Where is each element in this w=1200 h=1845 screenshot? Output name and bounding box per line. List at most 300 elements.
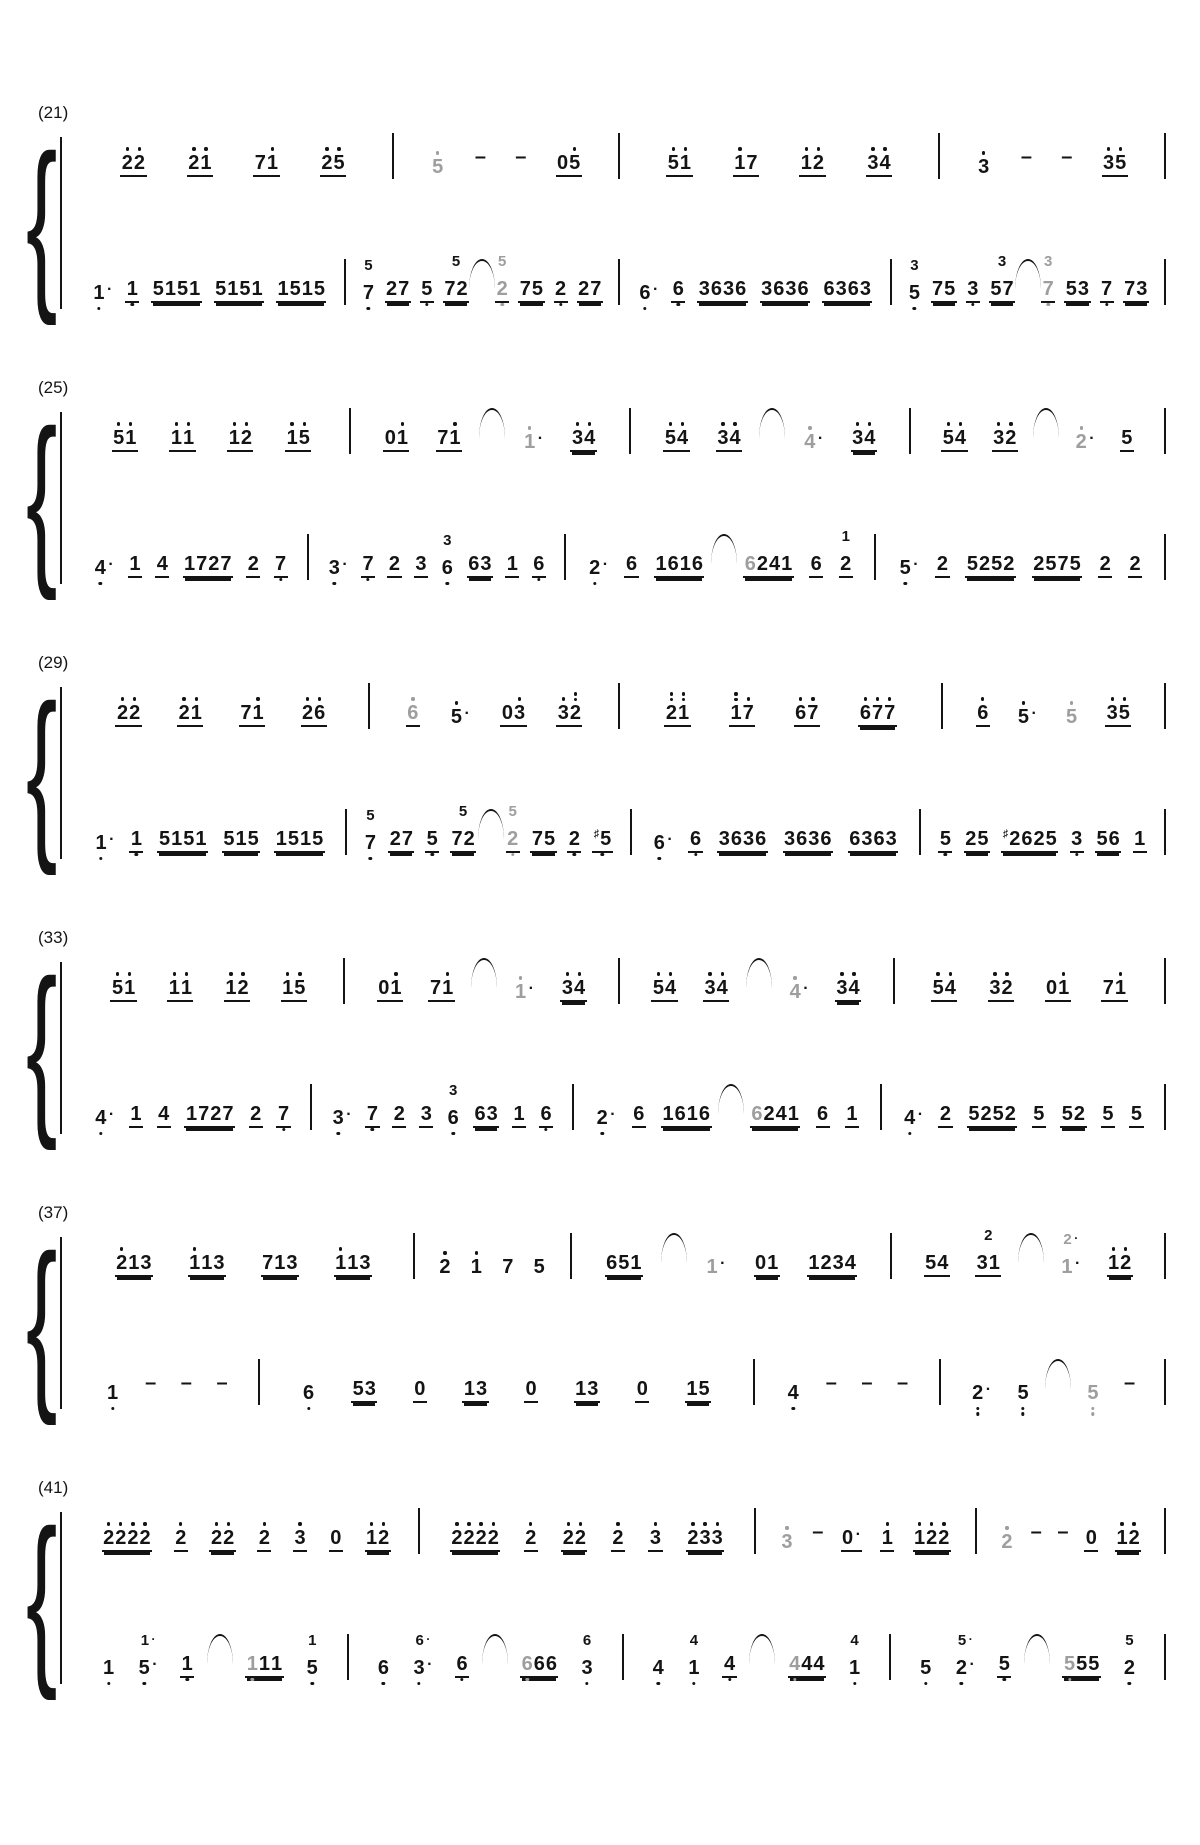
bass-line: [74, 1084, 1166, 1130]
beam-group: [671, 273, 685, 303]
octave-dots-below: [852, 303, 855, 306]
octave-dots-above: [519, 976, 522, 980]
beam-group: [419, 1098, 433, 1128]
octave-dots-below: [1047, 303, 1050, 306]
beam-group: [556, 692, 582, 727]
note-token: [760, 273, 811, 303]
digit: 3: [448, 1082, 458, 1100]
beam-group: [941, 422, 967, 452]
digit: 1: [1061, 1256, 1073, 1278]
octave-dots-above: [126, 147, 129, 151]
note-token: [1060, 1230, 1081, 1278]
upper-voice-note: [983, 1224, 994, 1244]
digit: 1: [103, 1657, 115, 1679]
note-digit: [276, 823, 287, 849]
beam-group: [909, 254, 920, 274]
digit: 4: [804, 431, 816, 453]
digit: 0: [384, 427, 396, 449]
octave-dots-below: [337, 1132, 340, 1135]
note-digit: [456, 1648, 467, 1674]
note-digit: [751, 1098, 762, 1124]
digit: 3: [784, 828, 796, 850]
octave-dots-below: [181, 303, 184, 306]
note-digit: [177, 273, 188, 299]
octave-dots-below: [163, 853, 166, 856]
beam-group: [729, 692, 755, 727]
octave-dots-above: [227, 1522, 230, 1526]
digit: 6: [582, 1632, 592, 1650]
note-token: [214, 273, 265, 303]
note-digit: [488, 1522, 499, 1548]
octave-dots-below: [924, 1682, 927, 1685]
digit: 2: [237, 977, 249, 999]
tie-arc: [759, 408, 785, 448]
note-digit: [692, 548, 703, 574]
note-digit: [314, 697, 325, 723]
beam-group: [697, 273, 748, 303]
beam-group: [1115, 1522, 1141, 1552]
beam-group: [996, 250, 1007, 270]
digit: 5: [1065, 706, 1078, 728]
digit: 1: [730, 702, 742, 724]
octave-dots-below: [817, 1678, 820, 1681]
note-token: [387, 548, 401, 578]
note-token: [392, 1098, 406, 1128]
note-digit: [421, 1098, 432, 1124]
digit: 4: [573, 977, 586, 999]
measure: [420, 1508, 755, 1554]
note-token: [187, 147, 213, 177]
beam-group: [816, 1098, 830, 1128]
digit: 1: [787, 1103, 799, 1125]
note-token: [1086, 1377, 1100, 1403]
note-digit: [719, 823, 730, 849]
octave-dots-below: [944, 853, 947, 856]
note-digit: [707, 1251, 718, 1277]
digit: 2: [1033, 553, 1045, 575]
beam-group: [760, 273, 811, 303]
beam-group: [935, 548, 949, 578]
note-token: [446, 1082, 460, 1129]
octave-dots-below: [226, 1128, 229, 1131]
note-digit: [705, 972, 716, 998]
note-digit: [195, 823, 206, 849]
digit: 1: [129, 553, 141, 575]
note-token: [554, 273, 568, 303]
octave-dots-below: [573, 853, 576, 856]
beam-group: [605, 1247, 643, 1277]
note-digit: [277, 273, 288, 299]
octave-dots-below: [304, 853, 307, 856]
measure: [74, 1233, 415, 1279]
octave-dots-above: [339, 1247, 342, 1251]
note-digit: [979, 548, 990, 574]
note-digit: [321, 147, 332, 173]
beam-group: [363, 254, 374, 274]
note-digit: [532, 273, 543, 299]
beam-group: [654, 548, 705, 578]
beam-group: [455, 1648, 469, 1678]
digit: 6: [314, 702, 326, 724]
digit: 2: [926, 1527, 938, 1549]
note-digit: [1131, 1098, 1142, 1124]
note-token: [733, 147, 759, 177]
note-digit: [761, 273, 772, 299]
digit: 4: [716, 977, 728, 999]
note-token: [1064, 701, 1078, 727]
digit: 2: [1123, 1657, 1135, 1679]
note-digit: [637, 1373, 648, 1399]
note-token: [971, 1377, 992, 1403]
note-digit: [882, 1522, 893, 1548]
beam-group: [329, 1522, 343, 1552]
note-digit: [797, 273, 808, 299]
octave-dots-above: [298, 1522, 301, 1526]
note-digit: [359, 1247, 370, 1273]
beam-group: [450, 1522, 501, 1552]
beam-group: [115, 1247, 153, 1277]
digit: 2: [121, 152, 133, 174]
octave-dots-above: [119, 1522, 122, 1526]
note-digit: [937, 1247, 948, 1273]
digit: 5: [352, 1378, 364, 1400]
octave-dots-above: [981, 697, 984, 701]
note-token: [261, 1247, 299, 1277]
note-digit: [808, 823, 819, 849]
digit: 5: [908, 282, 921, 304]
note-token: [467, 548, 493, 578]
digit: 5: [1130, 1103, 1143, 1125]
note-digit: [589, 552, 600, 578]
note-digit: [724, 1648, 735, 1674]
note-digit: [1058, 972, 1069, 998]
note-digit: [299, 422, 310, 448]
octave-dots-below: [455, 853, 458, 856]
note-token: [651, 972, 677, 1002]
note-digit: [833, 1247, 844, 1273]
note-digit: [211, 1522, 222, 1548]
octave-dots-below: [692, 1682, 695, 1685]
system-barline: [60, 1512, 62, 1684]
digit: 2: [979, 553, 991, 575]
note-digit: [630, 1247, 641, 1273]
note-token: [523, 426, 544, 452]
beam-group: [385, 273, 411, 303]
note-digit: [430, 972, 441, 998]
digit: 1: [189, 278, 201, 300]
digit: 1: [195, 828, 207, 850]
digit: ♯5: [593, 828, 612, 850]
octave-dots-above: [518, 697, 521, 701]
note-digit: [884, 697, 895, 723]
beam-group: [977, 151, 991, 177]
note-digit: [117, 697, 128, 723]
note-digit: [700, 1522, 711, 1548]
octave-dots-above: [721, 972, 724, 976]
note-token: [574, 1373, 600, 1403]
measure: [345, 958, 620, 1004]
note-digit: [271, 1648, 282, 1674]
beam-group: [688, 1629, 699, 1649]
note-digit: [189, 1247, 200, 1273]
octave-dots-below: [280, 853, 283, 856]
beam-group: [839, 548, 853, 578]
note-digit: [668, 548, 679, 574]
octave-dots-above: [1120, 1522, 1123, 1526]
note-digit: [687, 1522, 698, 1548]
beam-group: [320, 147, 346, 177]
digit: 5: [1069, 553, 1081, 575]
beam-group: [524, 1522, 538, 1552]
note-digit: [508, 800, 516, 820]
octave-dots-above: [747, 697, 750, 701]
digit: 0: [755, 1252, 767, 1274]
octave-dots-below: [800, 853, 803, 856]
note-token: [419, 1098, 433, 1128]
note-digit: [179, 697, 190, 723]
measure: [620, 259, 892, 305]
upper-voice-note: [581, 1629, 592, 1649]
note-token: [788, 1648, 826, 1678]
octave-dots-above: [738, 147, 741, 151]
note-digit: [590, 273, 601, 299]
beam-group: [1060, 1251, 1081, 1277]
note-digit: [668, 147, 679, 173]
digit: 2: [388, 553, 401, 575]
octave-dots-above: [868, 422, 871, 426]
beam-group: [512, 1098, 526, 1128]
note-digit: [464, 1373, 475, 1399]
note-digit: [745, 548, 756, 574]
note-digit: [743, 823, 754, 849]
beam-group: [966, 273, 980, 303]
note-digit: [532, 823, 543, 849]
note-digit: [945, 972, 956, 998]
beam-group: [188, 1247, 226, 1277]
note-digit: [711, 273, 722, 299]
beam-group: [187, 147, 213, 177]
measure: [943, 683, 1166, 729]
digit: 5: [667, 152, 679, 174]
digit: 5: [1065, 278, 1077, 300]
note-token: [941, 422, 967, 452]
digit: 5: [1045, 553, 1057, 575]
digit: 2: [133, 152, 146, 174]
digit: 5: [990, 278, 1002, 300]
note-digit: [845, 1247, 856, 1273]
beam-group: [222, 823, 260, 853]
tie-arc: [746, 958, 772, 998]
note-token: [989, 253, 1015, 303]
octave-dots-above: [852, 972, 855, 976]
bass-line: [74, 1631, 1166, 1680]
octave-dots-above: [446, 972, 449, 976]
digit: 2: [247, 553, 259, 575]
note-token: [1062, 1648, 1100, 1678]
digit: 2: [955, 1657, 967, 1679]
octave-dots-below: [591, 1403, 594, 1406]
note-token: [605, 1247, 643, 1277]
system-33: [26, 928, 1170, 1203]
note-token: [506, 803, 520, 853]
digit: 6: [456, 1653, 468, 1675]
digit: 6: [377, 1657, 389, 1679]
octave-dots-above: [669, 972, 672, 976]
note-token: [671, 273, 685, 303]
beam-group: [577, 273, 603, 303]
note-token: [495, 253, 509, 303]
note-token: [301, 697, 327, 727]
digit: 1: [130, 1103, 142, 1125]
beam-group: [743, 548, 794, 578]
digit: 3: [480, 553, 492, 575]
note-token: [654, 548, 705, 578]
digit: 4: [158, 1103, 170, 1125]
octave-dots-below: [735, 853, 738, 856]
digit: 5: [313, 278, 325, 300]
note-digit: [1063, 1228, 1071, 1248]
note-digit: [848, 273, 859, 299]
note-digit: [533, 548, 544, 574]
note-token: [383, 422, 409, 452]
octave-dots-below: [97, 307, 100, 310]
note-digit: [712, 1522, 723, 1548]
beam-group: [588, 552, 609, 578]
octave-dots-below: [460, 303, 463, 306]
note-token: [276, 273, 327, 303]
digit: 1: [128, 1252, 140, 1274]
note-token: [688, 823, 702, 853]
digit: 3: [743, 828, 755, 850]
digit: 5: [289, 278, 301, 300]
note-digit: [335, 1247, 346, 1273]
note-token: [935, 548, 949, 578]
beam-group: [106, 1377, 120, 1403]
note-digit: [1108, 1247, 1119, 1273]
measure: [260, 1359, 754, 1405]
tie-arc: [469, 259, 495, 299]
measure: [74, 809, 347, 855]
octave-dots-below: [255, 303, 258, 306]
note-digit: [653, 1652, 664, 1678]
octave-dots-below: [394, 853, 397, 856]
note-digit: [363, 277, 374, 303]
note-token: [716, 422, 742, 452]
note-digit: [984, 1224, 992, 1244]
note-digit: [169, 972, 180, 998]
note-digit: [666, 692, 677, 723]
note-token: [807, 1247, 858, 1277]
note-token: [385, 273, 411, 303]
digit: 2: [936, 553, 949, 575]
note-token: [92, 277, 113, 303]
beam-group: [581, 1629, 592, 1649]
note-digit: [673, 273, 684, 299]
digit: 2: [127, 1527, 139, 1549]
octave-dots-above: [1080, 426, 1083, 430]
digit: 2: [756, 553, 769, 575]
note-token: [443, 253, 469, 303]
note-digit: [157, 548, 168, 574]
digit: 3: [649, 1527, 661, 1549]
note-token: [1102, 147, 1128, 177]
beam-group: [180, 1648, 194, 1678]
digit: 0: [525, 1378, 537, 1400]
note-digit: [680, 548, 691, 574]
melody-line: [74, 1227, 1166, 1279]
octave-dots-below: [903, 582, 906, 585]
digit: 6: [667, 553, 679, 575]
system-brace: {: [26, 116, 58, 326]
note-digit: [153, 273, 164, 299]
beam-group: [412, 1652, 433, 1678]
note-digit: [569, 823, 580, 849]
note-digit: [850, 1629, 858, 1649]
note-token: [624, 548, 638, 578]
octave-dots-above: [528, 426, 531, 430]
digit: 5: [215, 278, 227, 300]
beam-group: [513, 976, 534, 1002]
note-digit: [991, 548, 1002, 574]
augmentation-dot: ·: [151, 1631, 156, 1646]
note-digit: [115, 1522, 126, 1548]
note-digit: [223, 1522, 234, 1548]
digit: 3: [993, 427, 1005, 449]
beam-group: [716, 422, 742, 452]
note-token: [1016, 1377, 1030, 1403]
octave-dots-below: [333, 582, 336, 585]
note-token: [224, 972, 250, 1002]
beam-group: [988, 972, 1014, 1002]
digit: 3: [364, 1378, 376, 1400]
octave-dots-above: [566, 972, 569, 976]
octave-dots-above: [993, 972, 996, 976]
note-digit: [364, 254, 372, 274]
note-digit: [1076, 1648, 1087, 1674]
note-digit: [378, 972, 389, 998]
beam-group: [754, 1247, 780, 1277]
note-token: [174, 1522, 188, 1552]
note-digit: [378, 1522, 389, 1548]
note-digit: [93, 277, 104, 303]
note-token: [329, 1522, 343, 1552]
note-digit: [933, 972, 944, 998]
digit: 4: [789, 981, 801, 1003]
octave-dots-below: [1075, 853, 1078, 856]
note-token: [450, 1522, 501, 1552]
note-digit: [103, 1652, 114, 1678]
digit: 3: [561, 977, 573, 999]
note-digit: [514, 1098, 525, 1124]
beam-group: [717, 823, 768, 853]
digit: 5: [183, 828, 195, 850]
augmentation-dot: ·: [720, 1255, 726, 1273]
beam-group: [183, 548, 234, 578]
beam-group: [94, 1102, 115, 1128]
note-digit: [1124, 1652, 1135, 1678]
digit: 5: [1017, 1382, 1029, 1404]
system-barline: [60, 962, 62, 1134]
digit: 6: [755, 828, 767, 850]
note-digit: [183, 823, 194, 849]
note-digit: [1005, 1098, 1016, 1124]
note-token: [257, 1522, 271, 1552]
measure: [74, 408, 351, 454]
note-digit: [248, 823, 259, 849]
octave-dots-above: [1062, 972, 1065, 976]
digit: 6: [521, 1653, 533, 1675]
octave-dots-below: [143, 1682, 146, 1685]
